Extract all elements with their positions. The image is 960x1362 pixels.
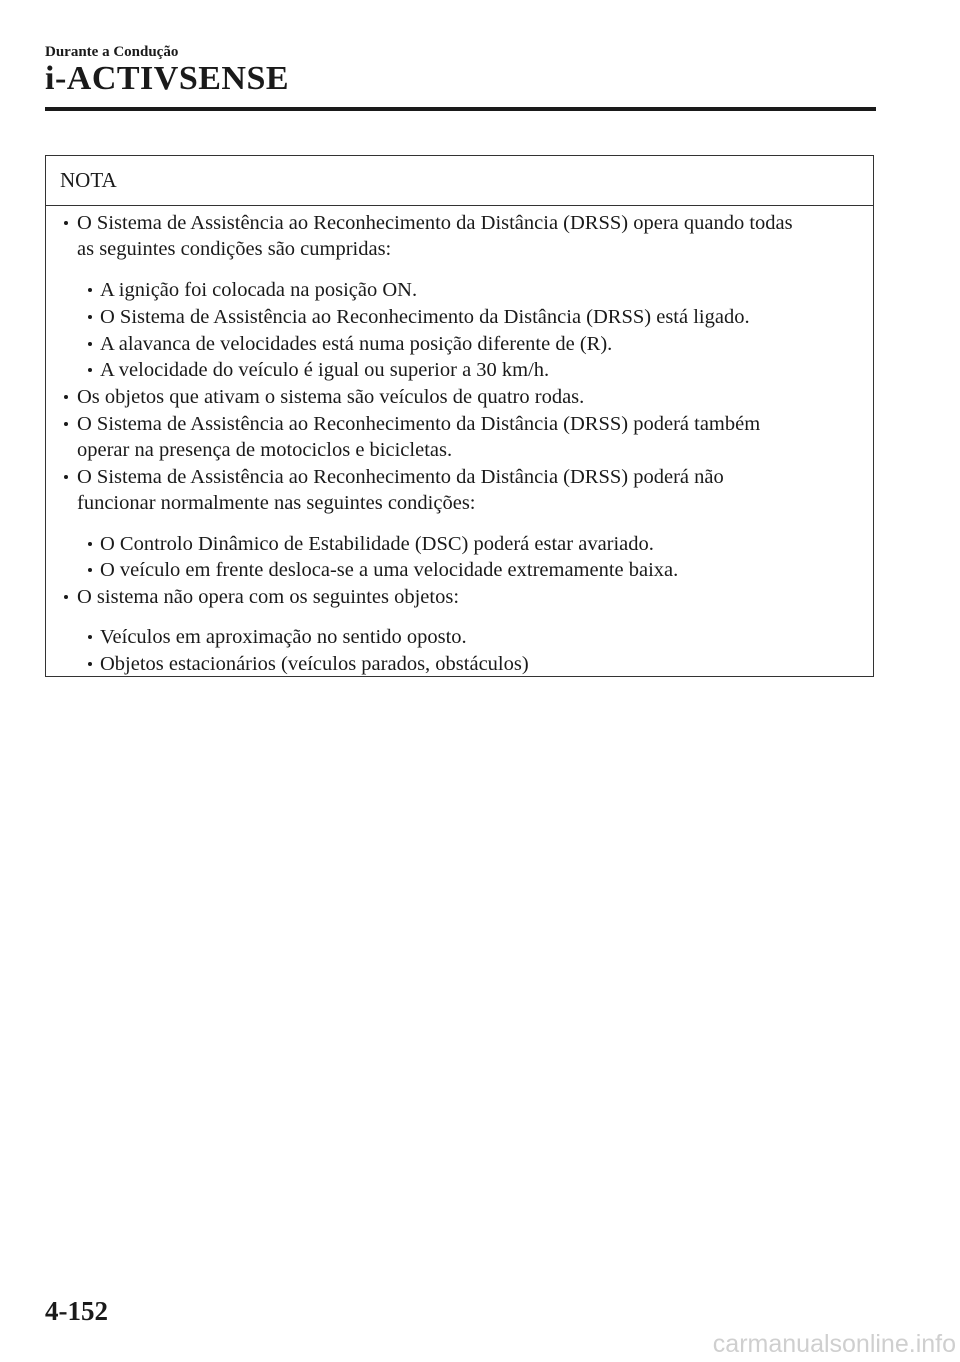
note-box xyxy=(45,155,874,677)
sub-bullet-icon xyxy=(88,568,92,572)
note-line: Veículos em aproximação no sentido oposto. xyxy=(100,626,467,648)
note-line: O Sistema de Assistência ao Reconhecimento da Distância (DRSS) está ligado. xyxy=(100,306,750,328)
bullet-icon xyxy=(64,595,68,599)
bullet-icon xyxy=(64,422,68,426)
section-label: Durante a Condução xyxy=(45,44,179,60)
note-line: O Sistema de Assistência ao Reconhecimento da Distância (DRSS) poderá também xyxy=(77,413,761,435)
note-line: operar na presença de motociclos e bicicletas. xyxy=(77,439,453,461)
page-number: 4-152 xyxy=(45,1296,108,1326)
chapter-title: i-ACTIVSENSE xyxy=(45,60,290,97)
note-line: O veículo em frente desloca-se a uma velocidade extremamente baixa. xyxy=(100,559,679,581)
note-line: as seguintes condições são cumpridas: xyxy=(77,238,392,260)
sub-bullet-icon xyxy=(88,542,92,546)
note-line: O sistema não opera com os seguintes objetos: xyxy=(77,586,460,608)
note-line: O Sistema de Assistência ao Reconhecimento da Distância (DRSS) opera quando todas xyxy=(77,212,793,234)
sub-bullet-icon xyxy=(88,662,92,666)
note-title: NOTA xyxy=(46,156,873,206)
note-line: A ignição foi colocada na posição ON. xyxy=(100,279,418,301)
note-line: A velocidade do veículo é igual ou superior a 30 km/h. xyxy=(100,359,550,381)
sub-bullet-icon xyxy=(88,635,92,639)
sub-bullet-icon xyxy=(88,342,92,346)
bullet-icon xyxy=(64,395,68,399)
sub-bullet-icon xyxy=(88,315,92,319)
note-line: O Controlo Dinâmico de Estabilidade (DSC) poderá estar avariado. xyxy=(100,533,654,555)
watermark: carmanualsonline.info xyxy=(712,1330,956,1358)
note-line: O Sistema de Assistência ao Reconhecimento da Distância (DRSS) poderá não xyxy=(77,466,724,488)
note-line: funcionar normalmente nas seguintes condições: xyxy=(77,492,476,514)
note-line: Objetos estacionários (veículos parados, obstáculos) xyxy=(100,653,529,675)
bullet-icon xyxy=(64,221,68,225)
sub-bullet-icon xyxy=(88,368,92,372)
note-line: A alavanca de velocidades está numa posição diferente de (R). xyxy=(100,333,613,355)
bullet-icon xyxy=(64,475,68,479)
header-rule xyxy=(45,107,876,111)
note-line: Os objetos que ativam o sistema são veículos de quatro rodas. xyxy=(77,386,585,408)
sub-bullet-icon xyxy=(88,288,92,292)
